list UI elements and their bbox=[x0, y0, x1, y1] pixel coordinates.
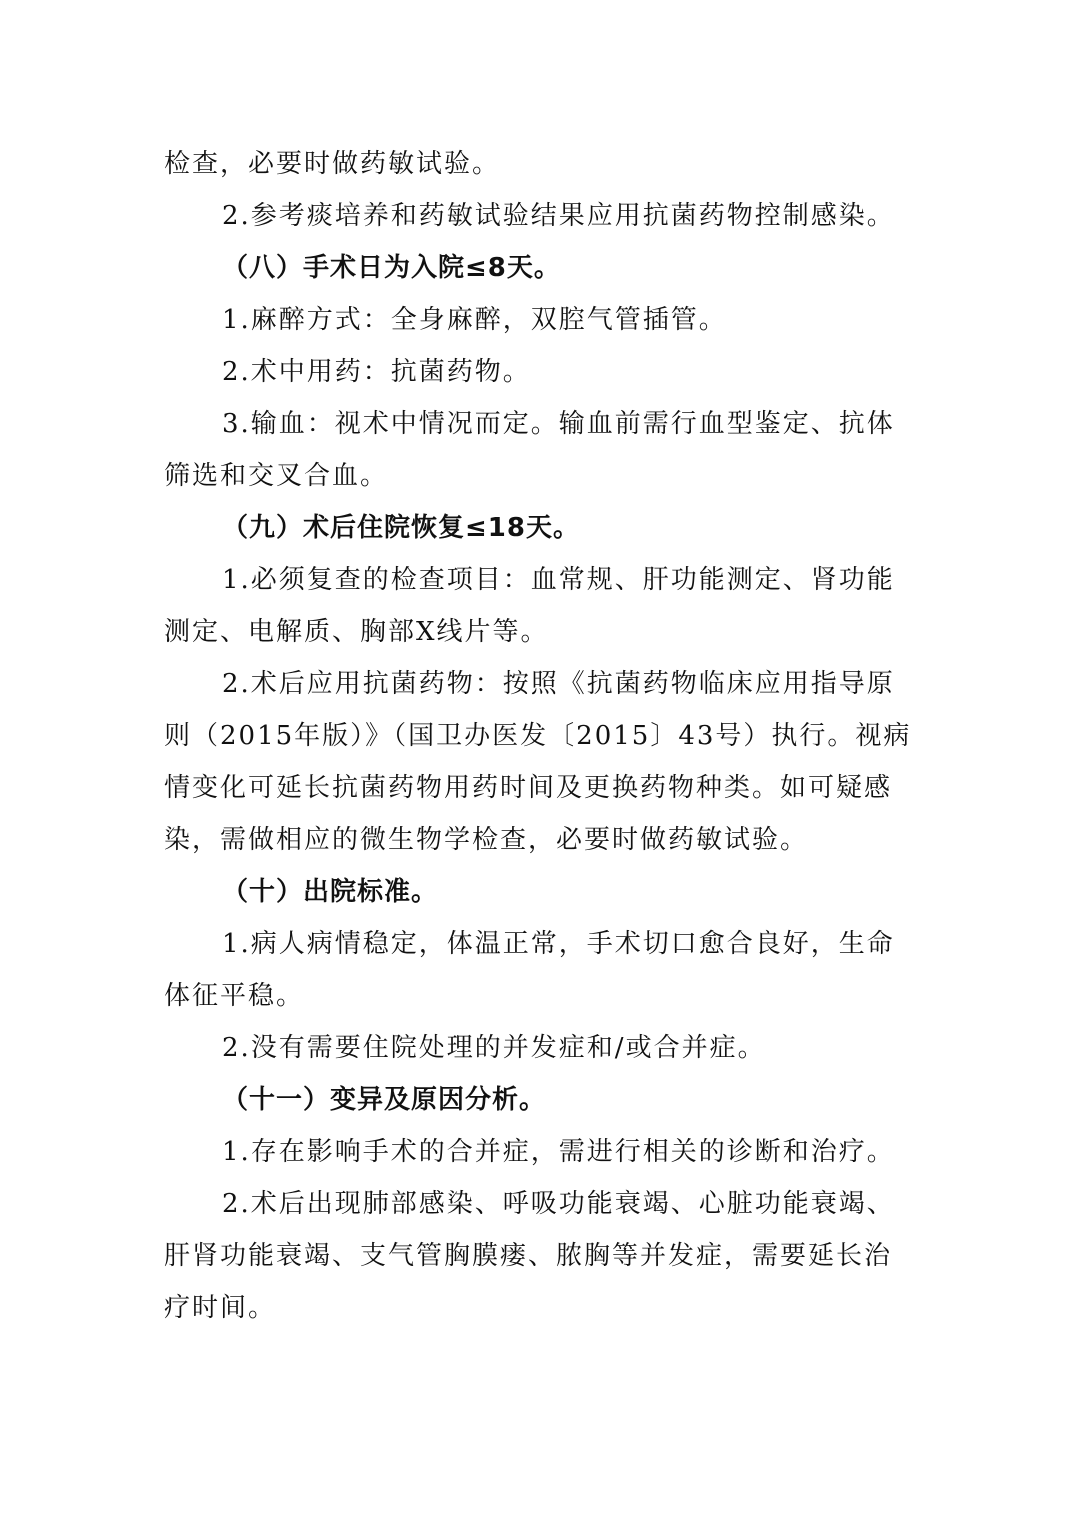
text-line: 2.术中用药：抗菌药物。 bbox=[222, 357, 531, 387]
text-line: 疗时间。 bbox=[164, 1293, 277, 1323]
text-line: 肝肾功能衰竭、支气管胸膜瘘、脓胸等并发症，需要延长治 bbox=[164, 1241, 893, 1271]
text-line: 2.术后出现肺部感染、呼吸功能衰竭、心脏功能衰竭、 bbox=[222, 1189, 895, 1219]
text-line: 筛选和交叉合血。 bbox=[164, 461, 389, 491]
text-line: 检查，必要时做药敏试验。 bbox=[164, 149, 501, 179]
section-heading: （九）术后住院恢复≤18天。 bbox=[222, 513, 580, 543]
section-heading: （十）出院标准。 bbox=[222, 877, 439, 907]
text-line: 3.输血：视术中情况而定。输血前需行血型鉴定、抗体 bbox=[222, 409, 895, 439]
text-line: 2.没有需要住院处理的并发症和/或合并症。 bbox=[222, 1033, 766, 1063]
text-line: 1.存在影响手术的合并症，需进行相关的诊断和治疗。 bbox=[222, 1137, 895, 1167]
text-line: 情变化可延长抗菌药物用药时间及更换药物种类。如可疑感 bbox=[164, 773, 893, 803]
text-line: 测定、电解质、胸部X线片等。 bbox=[164, 617, 549, 647]
document-page bbox=[164, 138, 914, 1334]
section-heading: （十一）变异及原因分析。 bbox=[222, 1085, 547, 1115]
text-line: 2.术后应用抗菌药物：按照《抗菌药物临床应用指导原 bbox=[222, 669, 895, 699]
text-line: 染，需做相应的微生物学检查，必要时做药敏试验。 bbox=[164, 825, 809, 855]
text-line: 1.病人病情稳定，体温正常，手术切口愈合良好，生命 bbox=[222, 929, 895, 959]
text-line: 1.麻醉方式：全身麻醉，双腔气管插管。 bbox=[222, 305, 727, 335]
text-line: 1.必须复查的检查项目：血常规、肝功能测定、肾功能 bbox=[222, 565, 895, 595]
text-line: 则（2015年版）》（国卫办医发〔2015〕43号）执行。视病 bbox=[164, 721, 912, 751]
section-heading: （八）手术日为入院≤8天。 bbox=[222, 253, 561, 283]
text-line: 2.参考痰培养和药敏试验结果应用抗菌药物控制感染。 bbox=[222, 201, 895, 231]
text-line: 体征平稳。 bbox=[164, 981, 305, 1011]
